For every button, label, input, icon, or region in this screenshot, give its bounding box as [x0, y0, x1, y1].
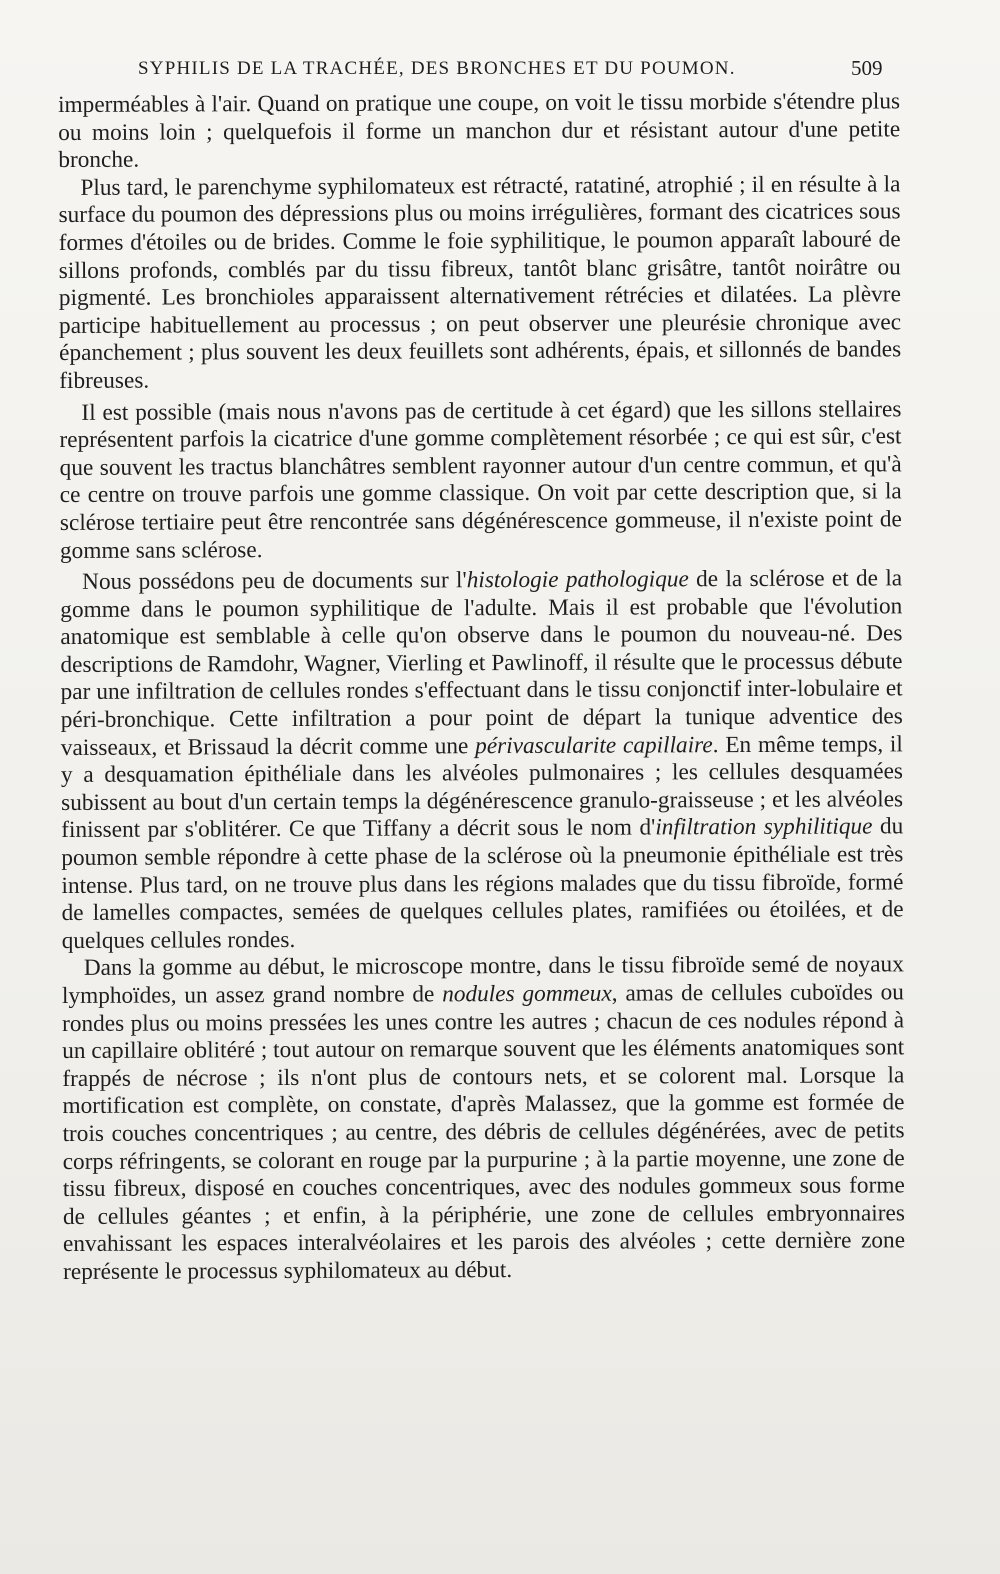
paragraph-text: Il est possible (mais nous n'avons pas de certitude à cet égard) que les sillons stellaires représentent parfois la cicatrice d'une gomme complètement résorbée ; ce qui est sûr, c'est que souvent les tractus blanchâtres semblent rayonner autour d'un centre commun, et qu'à ce centre on trouve parfois une gomme classique. On voit par cette description que, si la sclérose tertiaire peut être rencontrée sans dégénérescence gommeuse, il n'existe point de gomme sans sclérose. [59, 395, 902, 564]
paragraph-3 [59, 396, 902, 565]
body-text [58, 88, 905, 1286]
paragraph-5 [62, 952, 905, 1287]
paragraph-2 [58, 171, 901, 395]
paragraph-text: . En même temps, il y a desquamation épithéliale dans les alvéoles pulmonaires ; les cellules desquamées subissent au bout d'un certain temps la dégénérescence granulo-graisseuse ; et les alvéoles finissent par s'oblitérer. Ce que Tiffany a décrit sous le nom d' [60, 730, 904, 844]
italic-term: périvascularite capillaire [475, 731, 713, 759]
running-title: SYPHILIS DE LA TRACHÉE, DES BRONCHES ET DU POUMON. [138, 58, 736, 79]
paragraph-text: Dans la gomme au début, le microscope montre, dans le tissu fibroïde semé de noyaux lymphoïdes, un assez grand nombre de [61, 951, 904, 1009]
italic-term: nodules gommeux [442, 980, 612, 1008]
page-header [0, 56, 1000, 86]
paragraph-text: Nous possédons peu de documents sur l' [82, 567, 467, 595]
italic-term: histologie pathologique [466, 566, 689, 594]
paragraph-text: Plus tard, le parenchyme syphilomateux est rétracté, ratatiné, atrophié ; il en résulte à la surface du poumon des dépressions plus ou moins irrégulières, formant des cicatrices sous formes d'étoiles ou de brides. Comme le foie syphilitique, le poumon apparaît labouré de sillons profonds, comblés par du tissu fibreux, tantôt blanc grisâtre, tantôt noirâtre ou pigmenté. Les bronchioles apparaissent alternativement rétrécies et dilatées. La plèvre participe habituellement au processus ; on peut observer une pleurésie chronique avec épanchement ; plus souvent les deux feuillets sont adhérents, épais, et sillonnés de bandes fibreuses. [58, 171, 902, 394]
paragraph-text: , amas de cellules cuboïdes ou rondes plus ou moins pressées les unes contre les autres ; chacun de ces nodules répond à un capillaire oblitéré ; tout autour on remarque souvent que les éléments anatomiques sont frappés de nécrose ; ils n'ont plus de contours nets, et se colorent mal. Lorsque la mortification est complète, on constate, d'après Malassez, que la gomme est formée de trois couches concentriques ; au centre, des débris de cellules dégénérées, avec de petits corps réfringents, se colorant en rouge par la purpurine ; à la partie moyenne, une zone de tissu fibreux, disposé en couches concentriques, avec des nodules gommeux sous forme de cellules géantes ; et enfin, à la périphérie, une zone de cellules embryonnaires envahissant les espaces interalvéolaires et les parois des alvéoles ; cette dernière zone représente le processus syphilomateux au début. [62, 979, 906, 1285]
paragraph-text: du poumon semble répondre à cette phase de la sclérose où la pneumonie épithéliale est très intense. Plus tard, on ne trouve plus dans les régions malades que du tissu fibroïde, formé de lamelles compactes, semées de quelques cellules plates, ramifiées ou étoilées, et de quelques cellules rondes. [61, 813, 904, 954]
paragraph-text: imperméables à l'air. Quand on pratique une coupe, on voit le tissu morbide s'étendre plus ou moins loin ; quelquefois il forme un manchon dur et résistant autour d'une petite bronche. [58, 88, 901, 174]
paragraph-4 [60, 565, 904, 955]
paragraph-text: de la sclérose et de la gomme dans le poumon syphilitique de l'adulte. Mais il est probable que l'évolution anatomique est semblable à celle qu'on observe dans le poumon du nouveau-né. Des descriptions de Ramdohr, Wagner, Vierling et Pawlinoff, il résulte que le processus débute par une infiltration de cellules rondes s'effectuant dans le tissu conjonctif inter-lobulaire et péri-bronchique. Cette infiltration a pour point de départ la tunique adventice des vaisseaux, et Brissaud la décrit comme une [60, 565, 903, 761]
paragraph-1 [58, 88, 900, 174]
page-number: 509 [851, 56, 883, 80]
italic-term: infiltration syphilitique [655, 813, 873, 841]
